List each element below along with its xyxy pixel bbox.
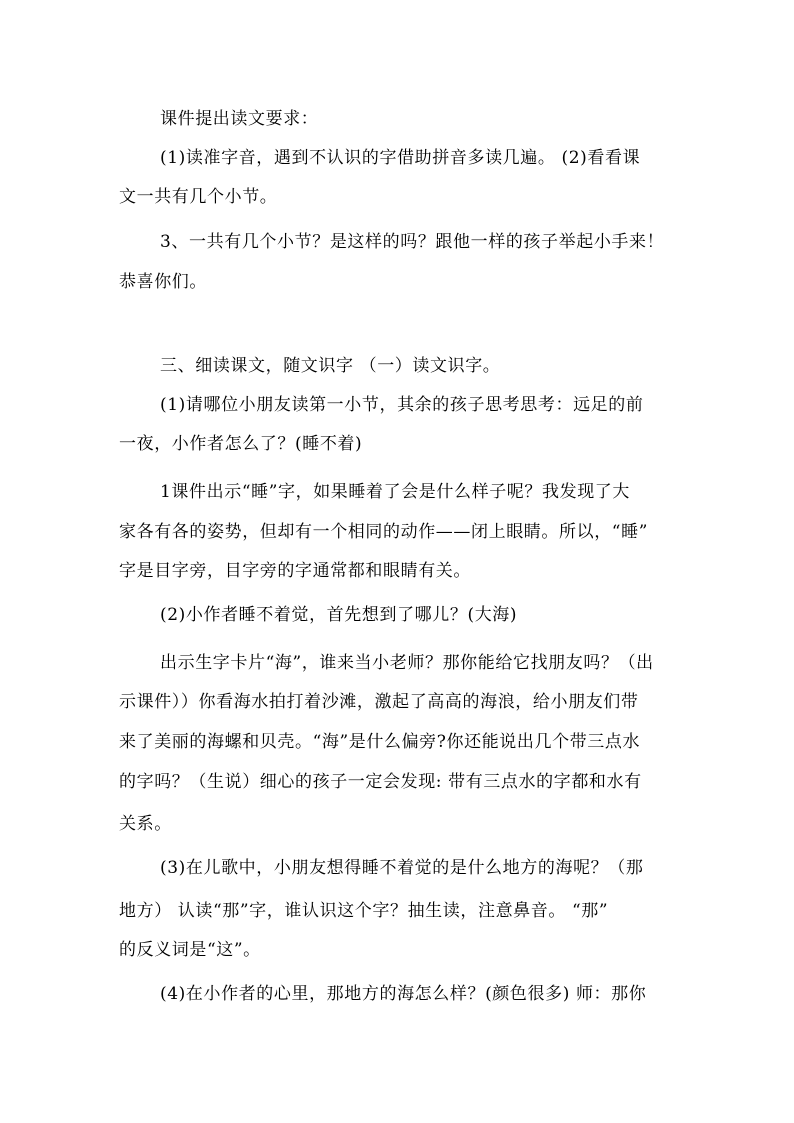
text-line: 一夜，小作者怎么了？(睡不着) <box>119 434 363 454</box>
text-line: 1课件出示“睡”字，如果睡着了会是什么样子呢？我发现了大 <box>160 482 630 502</box>
text-line: 课件提出读文要求： <box>160 109 319 129</box>
text-line: 的字吗？（生说）细心的孩子一定会发现: 带有三点水的字都和水有 <box>119 772 642 792</box>
text-line: 关系。 <box>119 814 172 834</box>
text-line: 字是目字旁，目字旁的字通常都和眼睛有关。 <box>119 561 471 581</box>
section-heading: 三、细读课文，随文识字 （一）读文识字。 <box>160 356 501 376</box>
text-line: (4)在小作者的心里，那地方的海怎么样？(颜色很多) 师：那你 <box>160 984 647 1004</box>
text-line: 示课件））你看海水拍打着沙滩，激起了高高的海浪，给小朋友们带 <box>119 692 639 712</box>
text-line: (1)读准字音，遇到不认识的字借助拼音多读几遍。 (2)看看课 <box>160 148 641 168</box>
text-line: 出示生字卡片“海”，谁来当小老师？那你能给它找朋友吗？（出 <box>160 653 654 673</box>
text-line: 恭喜你们。 <box>119 272 207 292</box>
text-line: 家各有各的姿势，但却有一个相同的动作——闭上眼睛。所以，“睡” <box>119 522 648 542</box>
text-line: 的反义词是“这”。 <box>119 940 261 960</box>
text-line: (1)请哪位小朋友读第一小节，其余的孩子思考思考：远足的前 <box>160 395 644 415</box>
text-line: 来了美丽的海螺和贝壳。“海”是什么偏旁?你还能说出几个带三点水 <box>119 732 641 752</box>
text-line: 地方） 认读“那”字，谁认识这个字？抽生读，注意鼻音。 “那” <box>119 901 609 921</box>
text-line: 3、一共有几个小节？是这样的吗？跟他一样的孩子举起小手来！ <box>160 232 665 252</box>
text-line: (2)小作者睡不着觉，首先想到了哪儿？(大海) <box>160 605 518 625</box>
text-line: (3)在儿歌中，小朋友想得睡不着觉的是什么地方的海呢？（那 <box>160 858 644 878</box>
text-line: 文一共有几个小节。 <box>119 187 278 207</box>
